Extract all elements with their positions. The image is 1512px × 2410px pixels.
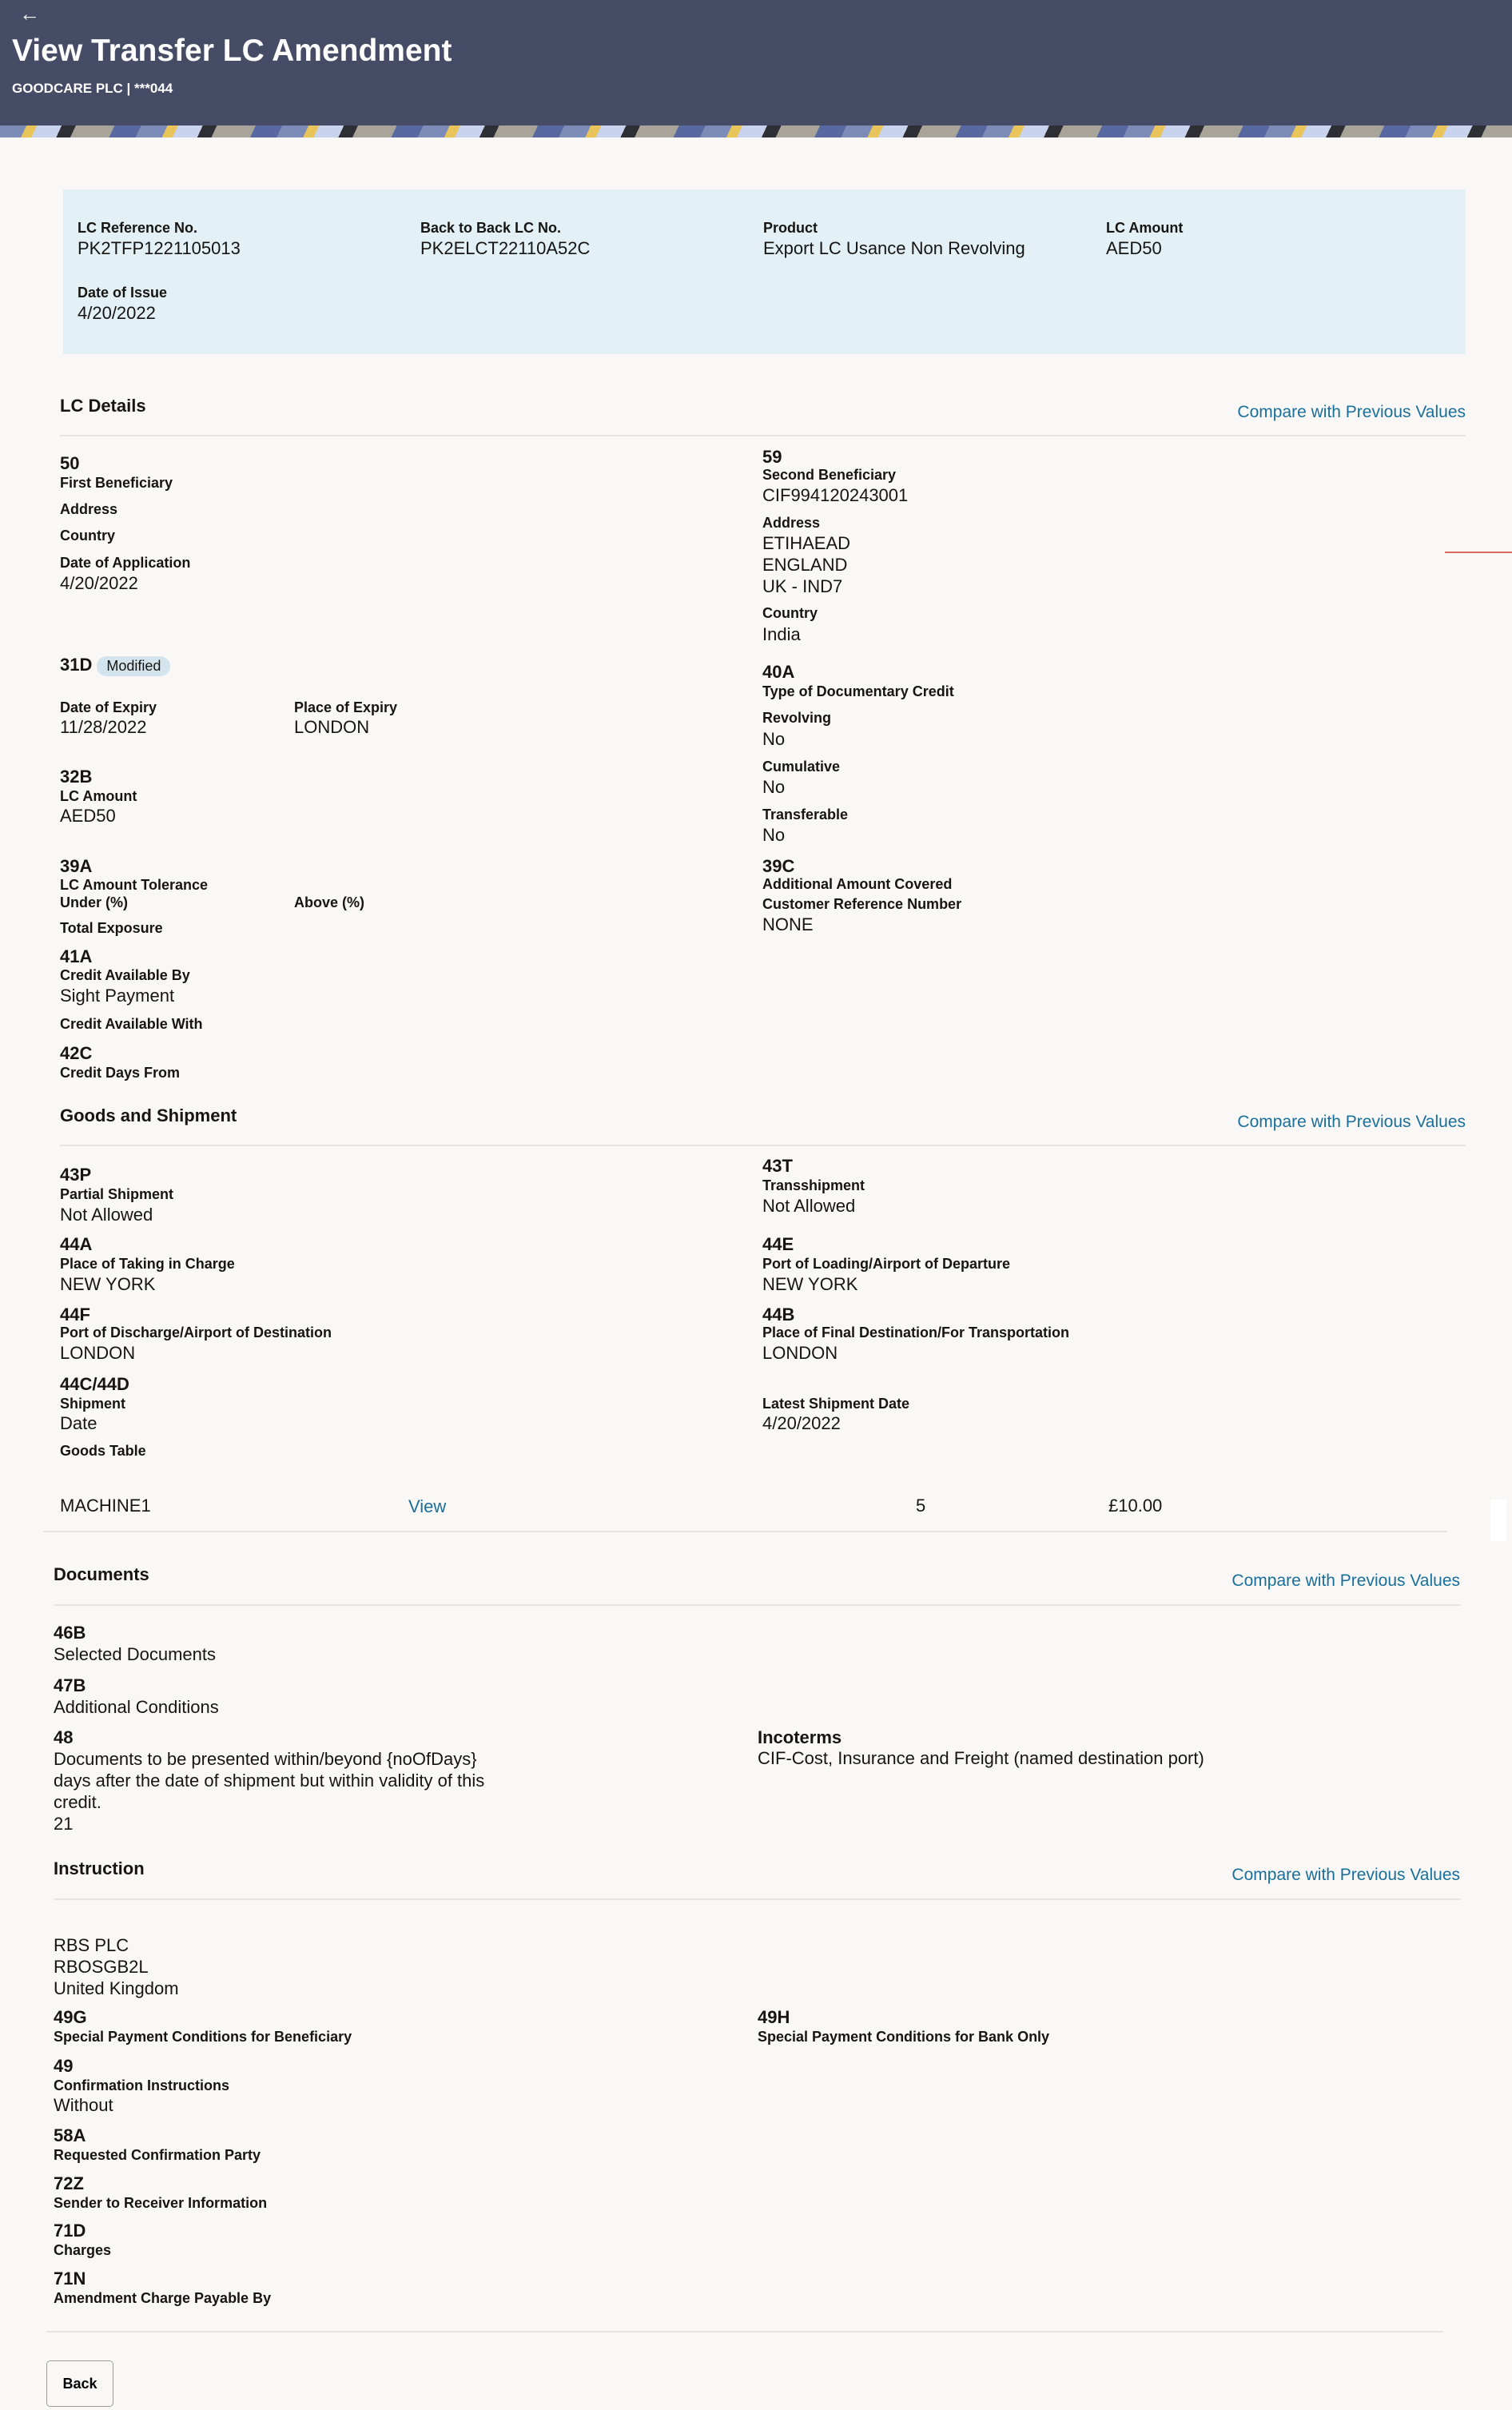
amendment-charge-label: Amendment Charge Payable By bbox=[54, 2290, 272, 2306]
field-code: 44E bbox=[762, 1234, 794, 1254]
transshipment-label: Transshipment bbox=[762, 1177, 865, 1193]
transshipment-value: Not Allowed bbox=[762, 1196, 856, 1216]
goods-table-label: Goods Table bbox=[60, 1443, 146, 1459]
above-percent-label: Above (%) bbox=[294, 894, 365, 910]
revolving-label: Revolving bbox=[762, 710, 832, 726]
port-of-discharge-label: Port of Discharge/Airport of Destination bbox=[60, 1325, 332, 1340]
field-code: 49 bbox=[54, 2056, 74, 2076]
customer-reference-label: Customer Reference Number bbox=[762, 896, 962, 912]
charges-label: Charges bbox=[54, 2242, 112, 2258]
view-goods-link[interactable]: View bbox=[408, 1496, 447, 1516]
address-line: ETIHAEAD bbox=[762, 533, 851, 553]
incoterms-label: Incoterms bbox=[758, 1727, 842, 1747]
field-code: 49G bbox=[54, 2007, 87, 2027]
compare-documents-link[interactable]: Compare with Previous Values bbox=[1231, 1571, 1460, 1590]
goods-price: £10.00 bbox=[1108, 1496, 1163, 1516]
confirmation-instructions-value: Without bbox=[54, 2095, 113, 2115]
place-of-taking-value: NEW YORK bbox=[60, 1274, 156, 1294]
date-of-expiry-value: 11/28/2022 bbox=[60, 717, 147, 737]
latest-shipment-date-label: Latest Shipment Date bbox=[762, 1396, 910, 1412]
date-of-issue-value: 4/20/2022 bbox=[78, 303, 156, 323]
revolving-value: No bbox=[762, 729, 786, 749]
field-code: 44B bbox=[762, 1305, 795, 1325]
field-code: 43P bbox=[60, 1165, 92, 1185]
bank-swift: RBOSGB2L bbox=[54, 1957, 149, 1977]
port-of-loading-label: Port of Loading/Airport of Departure bbox=[762, 1256, 1010, 1272]
bank-name: RBS PLC bbox=[54, 1935, 129, 1955]
field-code: 31D bbox=[60, 655, 93, 675]
lc-amount-label: LC Amount bbox=[60, 788, 137, 804]
goods-quantity: 5 bbox=[916, 1496, 926, 1516]
field-code: 44F bbox=[60, 1305, 90, 1325]
page-subtitle: GOODCARE PLC | ***044 bbox=[12, 81, 173, 96]
back-button[interactable]: Back bbox=[46, 2360, 113, 2407]
field-code: 40A bbox=[762, 662, 795, 682]
field-code: 44A bbox=[60, 1234, 93, 1254]
place-of-expiry-label: Place of Expiry bbox=[294, 699, 398, 715]
address-line: UK - IND7 bbox=[762, 576, 843, 596]
lc-reference-label: LC Reference No. bbox=[78, 220, 198, 236]
header-banner-pattern bbox=[0, 125, 1512, 137]
date-of-issue-label: Date of Issue bbox=[78, 285, 168, 301]
lc-amount-value: AED50 bbox=[60, 806, 116, 826]
place-of-expiry-value: LONDON bbox=[294, 717, 370, 737]
presentation-period-text: Documents to be presented within/beyond {noOfDays} days after the date of shipment but within validity of this credit. bbox=[54, 1749, 485, 1812]
summary-panel bbox=[63, 189, 1466, 354]
section-heading-goods: Goods and Shipment bbox=[60, 1105, 237, 1125]
lc-amount-label: LC Amount bbox=[1106, 220, 1184, 236]
credit-available-by-value: Sight Payment bbox=[60, 986, 175, 1006]
divider bbox=[60, 1145, 1466, 1146]
field-code: 41A bbox=[60, 946, 93, 966]
compare-goods-link[interactable]: Compare with Previous Values bbox=[1237, 1113, 1466, 1131]
transferable-label: Transferable bbox=[762, 807, 849, 823]
place-of-taking-label: Place of Taking in Charge bbox=[60, 1256, 235, 1272]
product-value: Export LC Usance Non Revolving bbox=[763, 238, 1025, 258]
field-code: 39C bbox=[762, 856, 795, 876]
cumulative-label: Cumulative bbox=[762, 759, 841, 775]
customer-reference-value: NONE bbox=[762, 914, 814, 934]
field-code: 46B bbox=[54, 1623, 86, 1643]
total-exposure-label: Total Exposure bbox=[60, 920, 163, 936]
port-of-loading-value: NEW YORK bbox=[762, 1274, 858, 1294]
country-label: Country bbox=[60, 528, 115, 544]
spc-beneficiary-label: Special Payment Conditions for Beneficiary bbox=[54, 2029, 352, 2045]
tolerance-label: LC Amount Tolerance bbox=[60, 877, 209, 893]
red-indicator-line bbox=[1445, 552, 1512, 553]
back-to-back-value: PK2ELCT22110A52C bbox=[420, 238, 591, 258]
address-label: Address bbox=[762, 515, 821, 531]
date-of-application-label: Date of Application bbox=[60, 555, 191, 571]
field-code: 42C bbox=[60, 1043, 93, 1063]
arrow-left-icon[interactable]: ← bbox=[19, 2, 40, 26]
field-code: 71N bbox=[54, 2269, 86, 2289]
second-beneficiary-value: CIF994120243001 bbox=[762, 485, 909, 505]
divider bbox=[54, 1898, 1460, 1900]
modified-badge: Modified bbox=[97, 656, 170, 676]
final-destination-value: LONDON bbox=[762, 1343, 838, 1363]
shipment-value: Date bbox=[60, 1413, 97, 1433]
partial-shipment-label: Partial Shipment bbox=[60, 1186, 174, 1202]
additional-amount-label: Additional Amount Covered bbox=[762, 876, 953, 892]
field-code: 72Z bbox=[54, 2173, 84, 2193]
credit-available-by-label: Credit Available By bbox=[60, 967, 190, 983]
final-destination-label: Place of Final Destination/For Transportation bbox=[762, 1325, 1070, 1340]
sender-to-receiver-label: Sender to Receiver Information bbox=[54, 2195, 268, 2211]
back-to-back-label: Back to Back LC No. bbox=[420, 220, 562, 236]
section-heading-lc-details: LC Details bbox=[60, 396, 146, 416]
country-label: Country bbox=[762, 605, 818, 621]
divider bbox=[46, 2331, 1443, 2332]
selected-documents-label: Selected Documents bbox=[54, 1644, 216, 1664]
section-heading-documents: Documents bbox=[54, 1564, 149, 1584]
second-beneficiary-label: Second Beneficiary bbox=[762, 467, 897, 483]
field-code: 50 bbox=[60, 453, 80, 473]
credit-days-from-label: Credit Days From bbox=[60, 1065, 181, 1081]
divider bbox=[54, 1604, 1460, 1606]
first-beneficiary-label: First Beneficiary bbox=[60, 475, 173, 491]
divider bbox=[60, 435, 1466, 436]
field-code: 71D bbox=[54, 2221, 86, 2241]
address-line: ENGLAND bbox=[762, 555, 848, 575]
field-code: 59 bbox=[762, 447, 782, 467]
type-of-credit-label: Type of Documentary Credit bbox=[762, 683, 954, 699]
bank-country: United Kingdom bbox=[54, 1978, 179, 1998]
lc-reference-value: PK2TFP1221105013 bbox=[78, 238, 241, 258]
field-code: 44C/44D bbox=[60, 1374, 129, 1394]
date-of-application-value: 4/20/2022 bbox=[60, 573, 138, 593]
field-code: 49H bbox=[758, 2007, 790, 2027]
lc-amount-value: AED50 bbox=[1106, 238, 1162, 258]
latest-shipment-date-value: 4/20/2022 bbox=[762, 1413, 841, 1433]
page-title: View Transfer LC Amendment bbox=[12, 34, 452, 68]
under-percent-label: Under (%) bbox=[60, 894, 128, 910]
product-label: Product bbox=[763, 220, 818, 236]
spc-bank-label: Special Payment Conditions for Bank Only bbox=[758, 2029, 1050, 2045]
confirmation-instructions-label: Confirmation Instructions bbox=[54, 2077, 229, 2093]
field-code: 39A bbox=[60, 856, 93, 876]
field-code: 58A bbox=[54, 2125, 86, 2145]
divider bbox=[43, 1531, 1447, 1532]
credit-available-with-label: Credit Available With bbox=[60, 1016, 203, 1032]
partial-shipment-value: Not Allowed bbox=[60, 1205, 153, 1225]
shipment-label: Shipment bbox=[60, 1396, 126, 1412]
requested-confirmation-label: Requested Confirmation Party bbox=[54, 2147, 261, 2163]
compare-lc-details-link[interactable]: Compare with Previous Values bbox=[1237, 403, 1466, 421]
presentation-period-days: 21 bbox=[54, 1814, 74, 1834]
field-code: 32B bbox=[60, 767, 93, 787]
section-heading-instruction: Instruction bbox=[54, 1858, 145, 1878]
additional-conditions-label: Additional Conditions bbox=[54, 1697, 219, 1717]
incoterms-value: CIF-Cost, Insurance and Freight (named destination port) bbox=[758, 1748, 1204, 1768]
port-of-discharge-value: LONDON bbox=[60, 1343, 136, 1363]
cumulative-value: No bbox=[762, 777, 786, 797]
transferable-value: No bbox=[762, 825, 786, 845]
address-label: Address bbox=[60, 501, 118, 517]
field-code: 43T bbox=[762, 1156, 793, 1176]
compare-instruction-link[interactable]: Compare with Previous Values bbox=[1231, 1866, 1460, 1884]
field-code-31d bbox=[60, 655, 170, 676]
country-value: India bbox=[762, 624, 801, 644]
goods-name: MACHINE1 bbox=[60, 1496, 151, 1516]
scrollbar-thumb[interactable] bbox=[1490, 1500, 1506, 1541]
date-of-expiry-label: Date of Expiry bbox=[60, 699, 157, 715]
field-code: 47B bbox=[54, 1675, 86, 1695]
field-code: 48 bbox=[54, 1727, 74, 1747]
